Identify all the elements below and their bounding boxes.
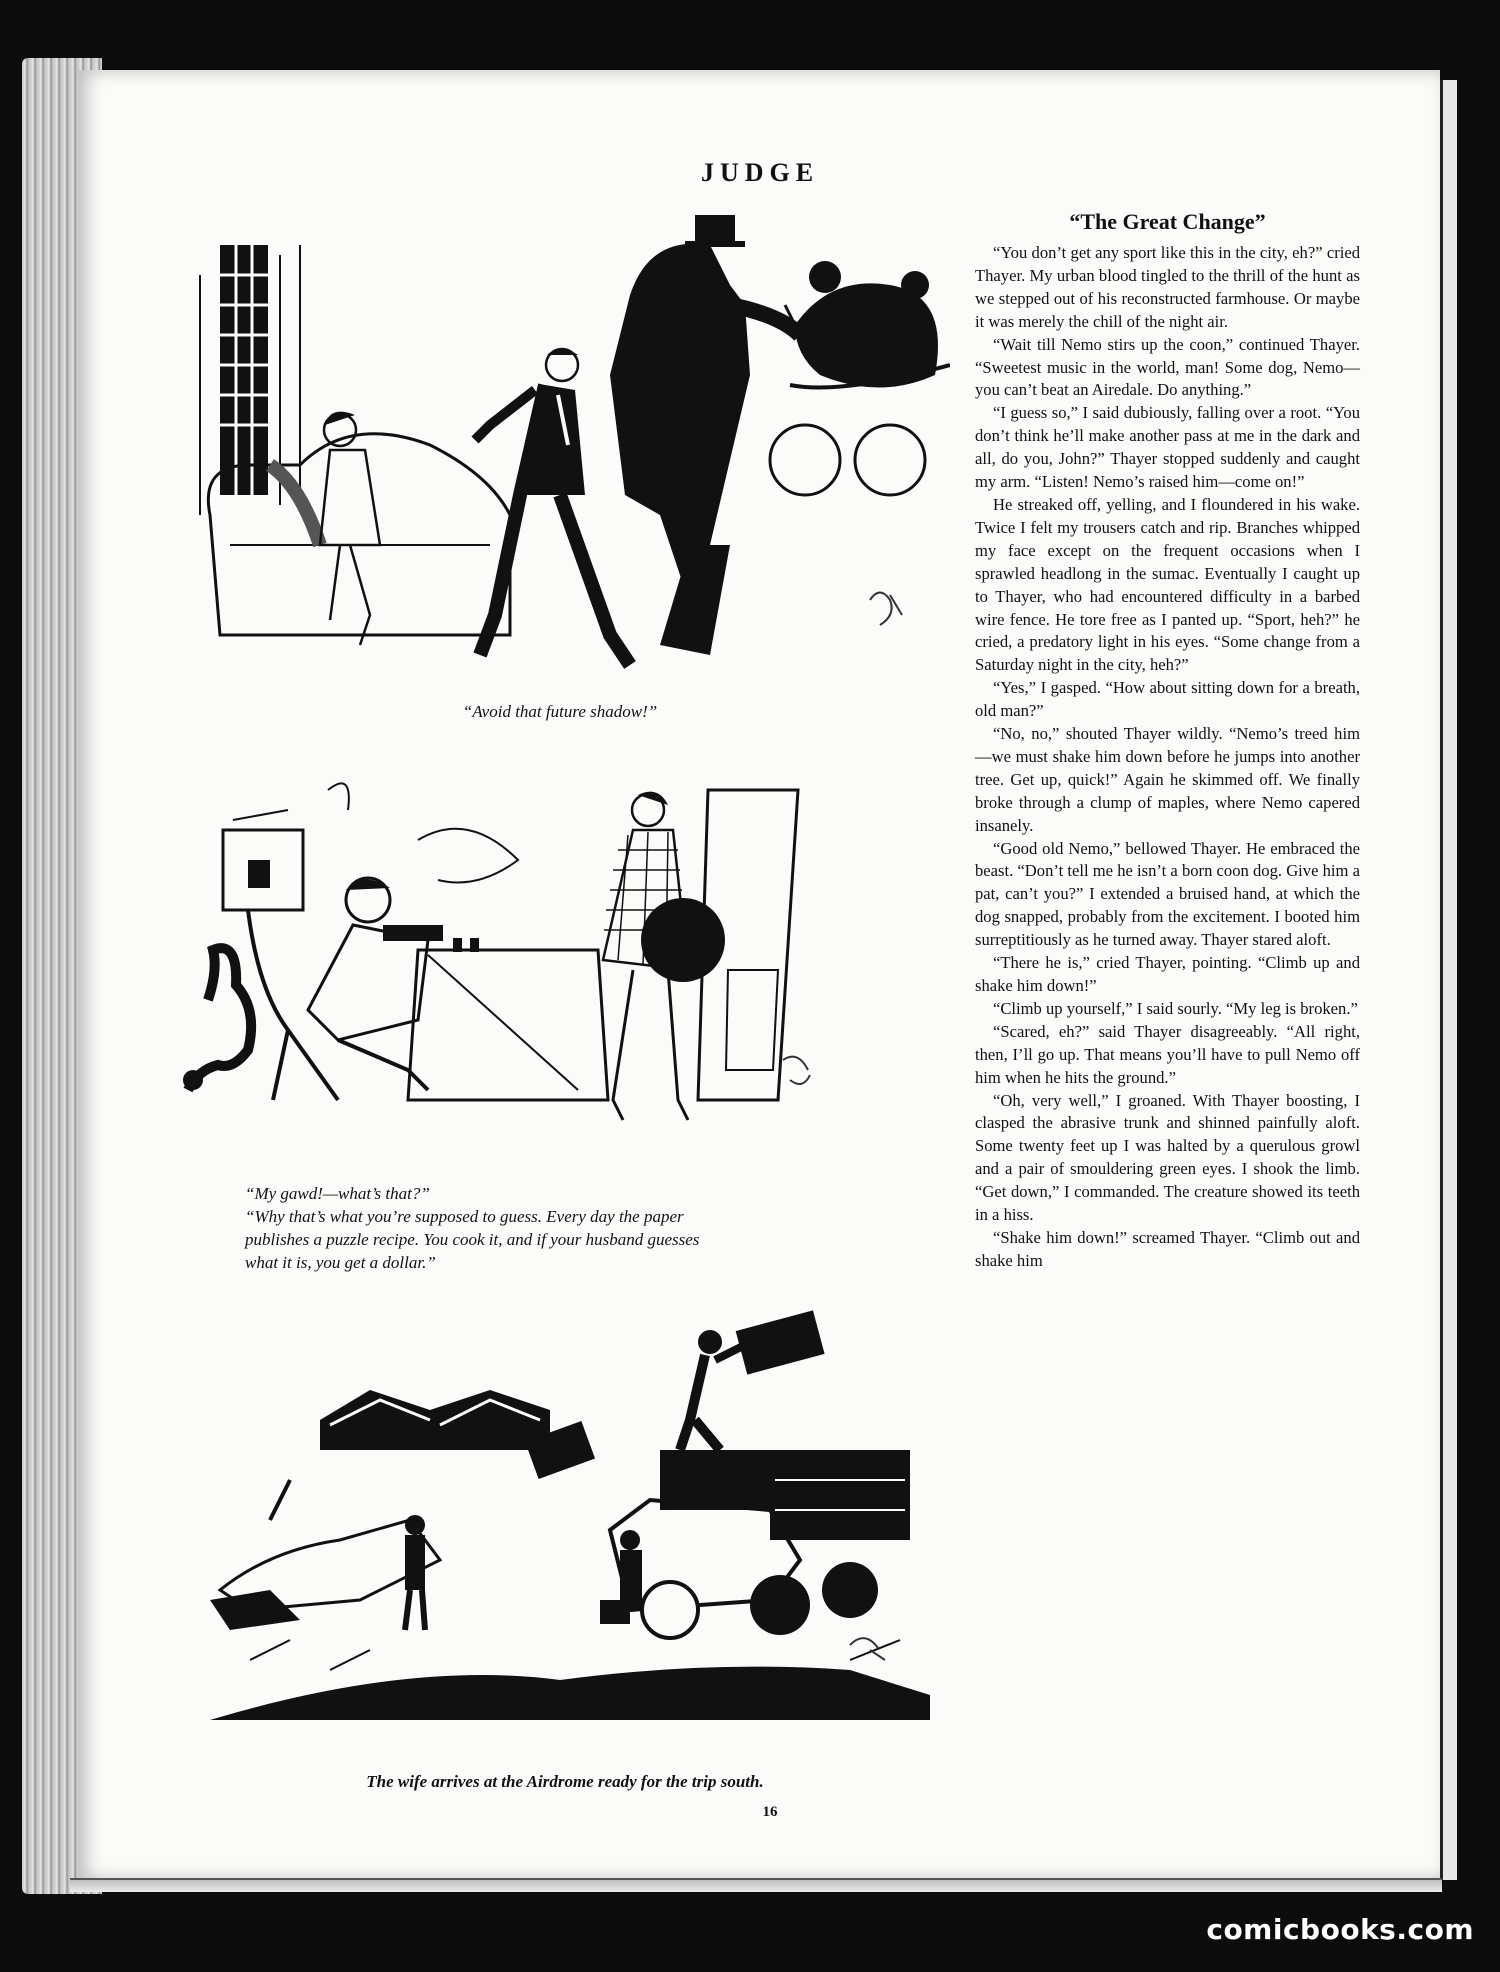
caption-line-2: “Why that’s what you’re supposed to guess. Every day the paper — [245, 1207, 684, 1226]
caption-line-3: publishes a puzzle recipe. You cook it, and if your husband guesses — [245, 1230, 700, 1249]
cartoon-puzzle-caption — [245, 1182, 925, 1274]
book-bottom-edge — [70, 1878, 1442, 1892]
caption-text: The wife arrives at the Airdrome ready for the trip south. — [366, 1772, 764, 1791]
article-paragraph: “You don’t get any sport like this in the city, eh?” cried Thayer. My urban blood tingled to the thrill of the hunt as we stepped out of his reconstructed farmhouse. Or maybe it was merely the chill of the night air. — [975, 243, 1360, 331]
article-great-change — [975, 208, 1360, 1273]
cartoon-airdrome — [210, 1300, 930, 1740]
article-paragraph: “Oh, very well,” I groaned. With Thayer boosting, I clasped the abrasive trunk and shinned painfully aloft. Some twenty feet up I was halted by a querulous growl and a pair of smouldering green eyes. I shook the limb. “Get down,” I commanded. The creature showed its teeth in a hiss. — [975, 1090, 1360, 1225]
article-paragraph: He streaked off, yelling, and I floundered in his wake. Twice I felt my trousers catch and rip. Branches whipped my face except on the frequent occasions when I sprawled headlong in the sumac. Eventually I caught up to Thayer, who had encountered difficulty in a barbed wire fence. He tore free as I panted up. “Sport, heh?” he cried, a predatory light in his eyes. “Some change from a Saturday night in the city, heh?” — [975, 494, 1360, 675]
article-paragraph: “Good old Nemo,” bellowed Thayer. He embraced the beast. “Don’t tell me he isn’t a born coon dog. Give him a pat, can’t you?” I extended a bruised hand, at which the dog snapped, probably from the excitement. I booted him surreptitiously as he turned away. Thayer stared aloft. — [975, 838, 1360, 950]
cartoon-airdrome-caption — [240, 1770, 890, 1793]
article-paragraph: “I guess so,” I said dubiously, falling over a root. “You don’t think he’ll make another pass at me in the dark and all, do you, John?” Thayer stopped suddenly and caught my arm. “Listen! Nemo’s raised him—come on!” — [975, 403, 1360, 492]
cartoon-airdrome-illustration — [210, 1300, 930, 1740]
caption-text: “Avoid that future shadow!” — [462, 702, 658, 721]
book-right-edge — [1440, 80, 1457, 1880]
article-paragraph: “Yes,” I gasped. “How about sitting down for a breath, old man?” — [975, 678, 1360, 721]
article-paragraph: “There he is,” cried Thayer, pointing. “Climb up and shake him down!” — [975, 953, 1360, 995]
page-number: 16 — [762, 1804, 778, 1820]
caption-line-4: what it is, you get a dollar.” — [245, 1253, 436, 1272]
article-paragraph: “No, no,” shouted Thayer wildly. “Nemo’s treed him—we must shake him down before he jumps into another tree. Get up, quick!” Again he skimmed off. We finally broke through a clump of maples, where Nemo capered insanely. — [975, 724, 1360, 835]
article-paragraph: “Climb up yourself,” I said sourly. “My leg is broken.” — [993, 998, 1358, 1018]
article-title: “The Great Change” — [1069, 209, 1266, 234]
watermark: comicbooks.com — [1206, 1913, 1474, 1946]
masthead: JUDGE — [700, 158, 820, 187]
caption-line-1: “My gawd!—what’s that?” — [245, 1184, 430, 1203]
cartoon-puzzle-illustration — [178, 770, 948, 1180]
article-paragraph: “Shake him down!” screamed Thayer. “Climb out and shake him — [975, 1227, 1360, 1270]
cartoon-shadow — [190, 215, 950, 695]
cartoon-shadow-caption — [300, 700, 820, 723]
article-paragraph: “Scared, eh?” said Thayer disagreeably. “All right, then, I’ll go up. That means you’ll have to pull Nemo off him when he hits the ground.” — [975, 1021, 1360, 1087]
cartoon-shadow-illustration — [190, 215, 950, 695]
cartoon-puzzle-recipe — [178, 770, 948, 1180]
article-paragraph: “Wait till Nemo stirs up the coon,” continued Thayer. “Sweetest music in the world, man! Some dog, Nemo—you can’t beat an Airedale. Do anything.” — [975, 334, 1360, 400]
